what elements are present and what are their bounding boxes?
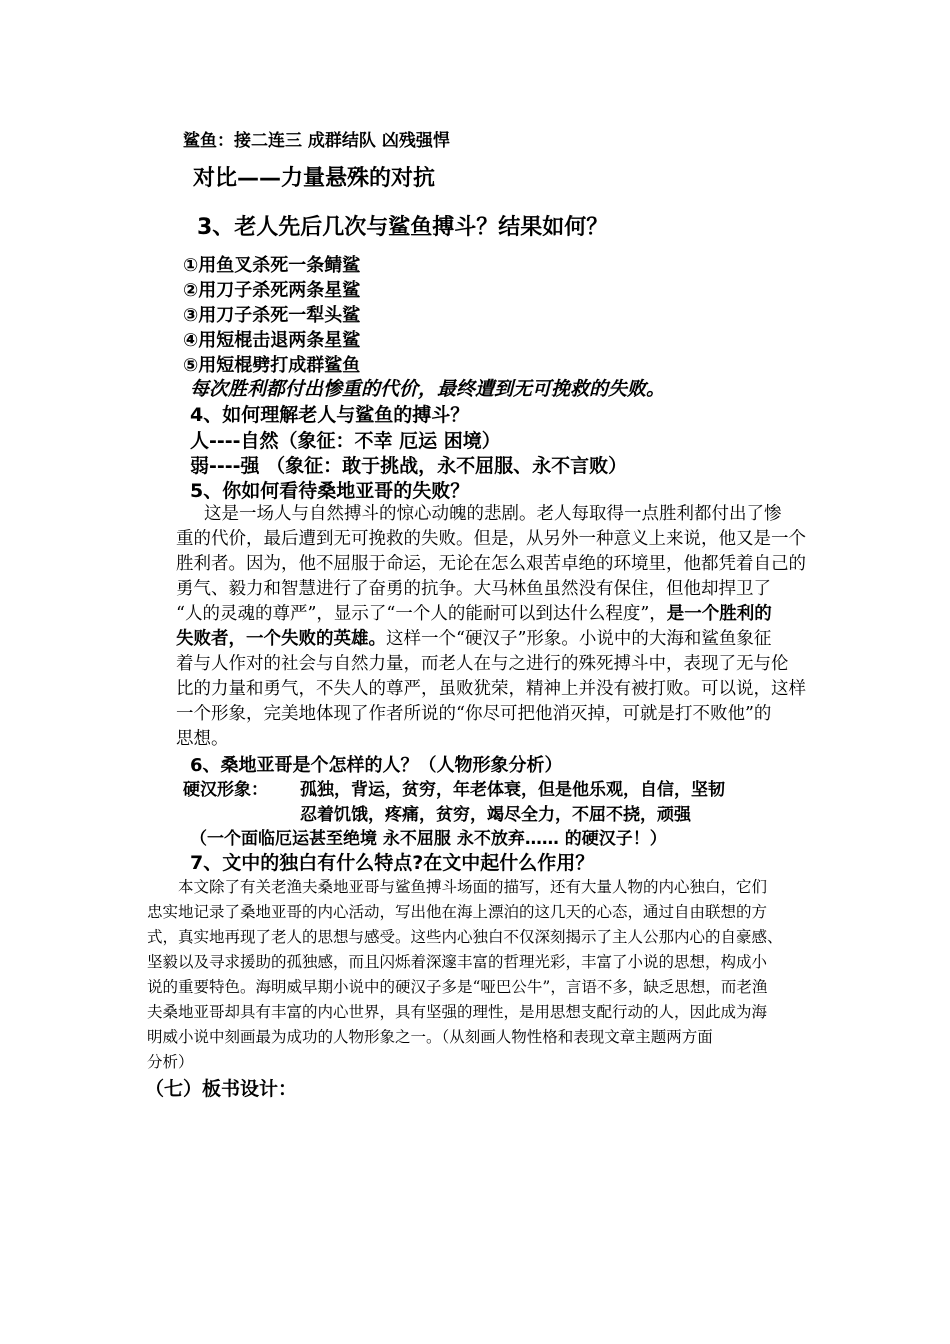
q5-paragraph-line: 重的代价，最后遭到无可挽救的失败。但是，从另外一种意义上来说，他又是一个 bbox=[176, 529, 806, 549]
q5-bold-phrase-start: 是一个胜利的 bbox=[666, 604, 772, 624]
fight-item-5: ⑤用短棍劈打成群鲨鱼 bbox=[183, 355, 361, 376]
fight-item-2: ②用刀子杀死两条星鲨 bbox=[183, 280, 361, 301]
question-4-line-2: 弱----强 （象征：敢于挑战，永不屈服、永不言败） bbox=[190, 455, 628, 477]
tough-guy-traits-1: 孤独，背运，贫穷，年老体衰，但是他乐观，自信，坚韧 bbox=[300, 780, 725, 800]
q5-paragraph-line bbox=[176, 625, 771, 650]
q7-paragraph-line: 说的重要特色。海明威早期小说中的硬汉子多是“哑巴公牛”，言语不多，缺乏思想，而老渔 bbox=[147, 978, 768, 996]
tough-guy-traits-2: 忍着饥饿，疼痛，贫穷，竭尽全力，不屈不挠，顽强 bbox=[300, 805, 691, 825]
q7-paragraph-line: 忠实地记录了桑地亚哥的内心活动，写出他在海上漂泊的这几天的心态，通过自由联想的方 bbox=[147, 903, 768, 921]
tough-guy-summary: （一个面临厄运甚至绝境 永不屈服 永不放弃…… 的硬汉子！） bbox=[190, 829, 667, 849]
q7-paragraph-line: 夫桑地亚哥却具有丰富的内心世界，具有坚强的理性，是用思想支配行动的人，因此成为海 bbox=[147, 1003, 768, 1021]
q5-paragraph-line: 勇气、毅力和智慧进行了奋勇的抗争。大马林鱼虽然没有保住，但他却捍卫了 bbox=[176, 579, 771, 599]
q5-line-6-text: 这样一个“硬汉子”形象。小说中的大海和鲨鱼象征 bbox=[386, 629, 772, 649]
q5-paragraph-line: 比的力量和勇气，不失人的尊严，虽败犹荣，精神上并没有被打败。可以说，这样 bbox=[176, 679, 806, 699]
question-3-heading: 3、老人先后几次与鲨鱼搏斗？结果如何？ bbox=[197, 215, 609, 240]
q5-paragraph-line: 一个形象，完美地体现了作者所说的“你尽可把他消灭掉，可就是打不败他”的 bbox=[176, 704, 772, 724]
contrast-heading: 对比——力量悬殊的对抗 bbox=[193, 166, 436, 191]
fight-item-3: ③用刀子杀死一犁头鲨 bbox=[183, 305, 361, 326]
question-3-conclusion: 每次胜利都付出惨重的代价，最终遭到无可挽救的失败。 bbox=[190, 378, 666, 400]
q7-paragraph-line: 明威小说中刻画最为成功的人物形象之一。（从刻画人物性格和表现文章主题两方面 bbox=[147, 1028, 713, 1046]
question-4-line-1: 人----自然（象征：不幸 厄运 困境） bbox=[190, 430, 501, 452]
question-4-heading: 4、如何理解老人与鲨鱼的搏斗？ bbox=[190, 404, 470, 426]
q5-paragraph-line bbox=[176, 600, 772, 625]
q5-bold-phrase-end: 失败者，一个失败的英雄。 bbox=[176, 629, 386, 649]
board-design-heading: （七）板书设计： bbox=[145, 1078, 298, 1100]
q7-paragraph-line: 坚毅以及寻求援助的孤独感，而且闪烁着深邃丰富的哲理光彩，丰富了小说的思想，构成小 bbox=[147, 953, 768, 971]
q7-paragraph-line: 分析） bbox=[147, 1053, 194, 1071]
q5-paragraph-line: 这是一场人与自然搏斗的惊心动魄的悲剧。老人每取得一点胜利都付出了惨 bbox=[204, 504, 782, 524]
question-5-heading: 5、你如何看待桑地亚哥的失败？ bbox=[190, 480, 470, 502]
q5-paragraph-line: 着与人作对的社会与自然力量，而老人在与之进行的殊死搏斗中，表现了无与伦 bbox=[176, 654, 789, 674]
q5-paragraph-line: 胜利者。因为，他不屈服于命运，无论在怎么艰苦卓绝的环境里，他都凭着自己的 bbox=[176, 554, 806, 574]
fight-item-1: ①用鱼叉杀死一条鲭鲨 bbox=[183, 255, 361, 276]
shark-traits-line: 鲨鱼：接二连三 成群结队 凶残强悍 bbox=[183, 131, 450, 151]
question-7-heading: 7、文中的独白有什么特点?在文中起什么作用？ bbox=[190, 852, 595, 874]
q5-paragraph-line: 思想。 bbox=[176, 729, 229, 749]
tough-guy-label: 硬汉形象： bbox=[183, 780, 268, 800]
q7-paragraph-line: 式，真实地再现了老人的思想与感受。这些内心独白不仅深刻揭示了主人公那内心的自豪感、 bbox=[147, 928, 783, 946]
q5-line-5-text: “人的灵魂的尊严”，显示了“一个人的能耐可以到达什么程度”， bbox=[176, 604, 667, 624]
q7-paragraph-line: 本文除了有关老渔夫桑地亚哥与鲨鱼搏斗场面的描写，还有大量人物的内心独白，它们 bbox=[178, 878, 768, 896]
fight-item-4: ④用短棍击退两条星鲨 bbox=[183, 330, 361, 351]
question-6-heading: 6、桑地亚哥是个怎样的人？（人物形象分析） bbox=[190, 755, 563, 776]
